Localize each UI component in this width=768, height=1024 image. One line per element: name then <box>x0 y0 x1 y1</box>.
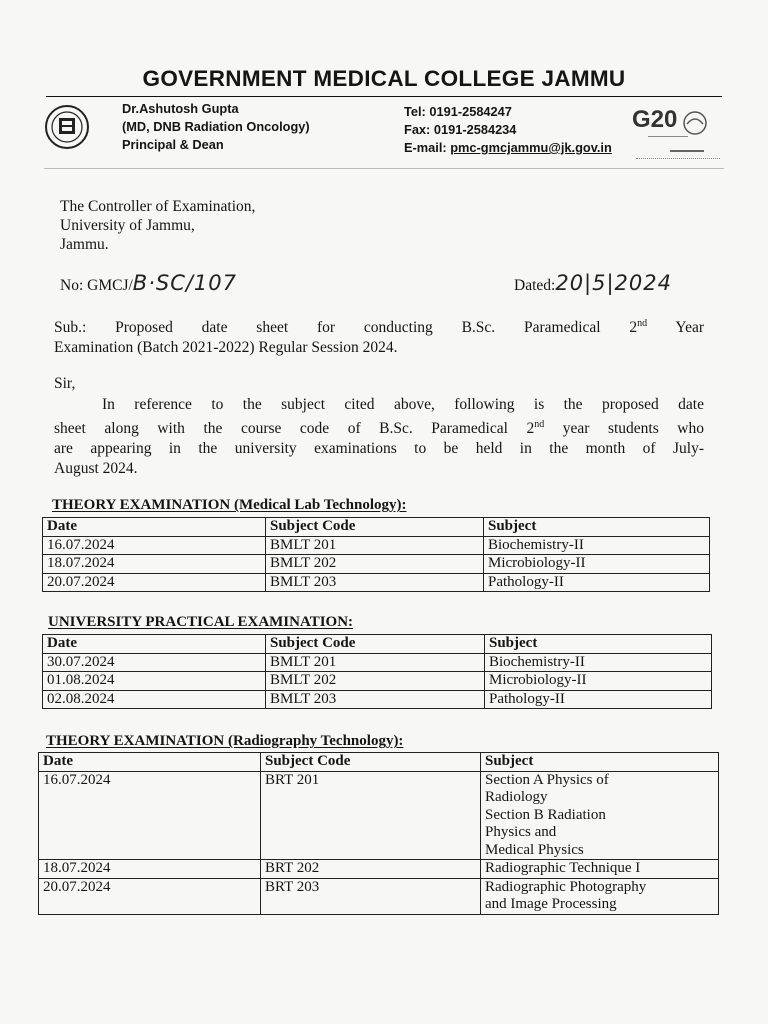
addressee-line-2: University of Jammu, <box>60 217 195 234</box>
reference-prefix: No: GMCJ/ <box>60 277 133 294</box>
contact-block <box>404 103 612 157</box>
telephone: Tel: 0191-2584247 <box>404 104 512 119</box>
cell-subject: Biochemistry-II <box>484 536 710 555</box>
cell-subject <box>481 878 719 914</box>
section-heading-radiography-theory: THEORY EXAMINATION (Radiography Technology): <box>46 733 404 749</box>
cell-subject-code: BMLT 202 <box>266 555 484 574</box>
cell-subject <box>481 771 719 860</box>
column-header-subject: Subject <box>481 753 719 772</box>
g20-lotus-icon <box>682 110 708 136</box>
column-header-subject: Subject <box>485 635 712 654</box>
reference-handwritten: B·SC/107 <box>132 271 238 295</box>
table-row <box>43 690 712 709</box>
cell-subject: Pathology-II <box>485 690 712 709</box>
g20-tagline-rule <box>648 136 688 137</box>
table-row <box>39 860 719 879</box>
column-header-date: Date <box>43 518 266 537</box>
reference-paragraph <box>54 395 704 479</box>
letterhead-divider <box>44 168 724 169</box>
cell-subject-code: BRT 203 <box>261 878 481 914</box>
cell-subject: Pathology-II <box>484 573 710 592</box>
cell-date: 16.07.2024 <box>43 536 266 555</box>
table-header-row <box>39 753 719 772</box>
cell-subject <box>481 860 719 879</box>
section-heading-mlt-theory: THEORY EXAMINATION (Medical Lab Technology): <box>52 497 407 513</box>
paragraph-line-4: August 2024. <box>54 460 138 478</box>
subject-line: Medical Physics <box>485 841 584 858</box>
table-row <box>43 536 710 555</box>
cell-date: 16.07.2024 <box>39 771 261 860</box>
principal-qualification: (MD, DNB Radiation Oncology) <box>122 119 310 134</box>
column-header-date: Date <box>39 753 261 772</box>
addressee-block <box>60 197 255 254</box>
paragraph-line-1: In reference to the subject cited above, following is the proposed date <box>102 396 704 413</box>
table-header-row <box>43 635 712 654</box>
paragraph-line-3: are appearing in the university examinations to be held in the month of July- <box>54 440 704 458</box>
letter-date <box>514 273 672 296</box>
email-label: E-mail: <box>404 140 451 155</box>
cell-subject-code: BMLT 202 <box>266 672 485 691</box>
subject-superscript: nd <box>637 318 648 329</box>
g20-logo-text: G20 <box>632 106 678 133</box>
table-row <box>39 878 719 914</box>
cell-subject-code: BRT 202 <box>261 860 481 879</box>
table-row <box>43 555 710 574</box>
cell-subject-code: BMLT 201 <box>266 536 484 555</box>
principal-title: Principal & Dean <box>122 137 224 152</box>
email-row <box>404 139 612 157</box>
g20-hindi-rule <box>670 150 704 152</box>
college-name: GOVERNMENT MEDICAL COLLEGE JAMMU <box>142 66 626 91</box>
column-header-subject-code: Subject Code <box>261 753 481 772</box>
g20-motto-rule <box>636 158 720 159</box>
cell-date: 30.07.2024 <box>43 653 266 672</box>
subject-line: Section A Physics of <box>485 771 609 788</box>
g20-logo <box>630 106 722 168</box>
table-row <box>43 653 712 672</box>
mlt-theory-table <box>42 517 710 592</box>
cell-date: 18.07.2024 <box>39 860 261 879</box>
cell-subject-code: BMLT 201 <box>266 653 485 672</box>
cell-subject-code: BRT 201 <box>261 771 481 860</box>
cell-date: 20.07.2024 <box>39 878 261 914</box>
table-header-row <box>43 518 710 537</box>
principal-name: Dr.Ashutosh Gupta <box>122 101 239 116</box>
cell-subject-code: BMLT 203 <box>266 573 484 592</box>
table-row <box>43 672 712 691</box>
reference-number <box>60 273 237 296</box>
email-address[interactable]: pmc-gmcjammu@jk.gov.in <box>450 140 612 155</box>
fax: Fax: 0191-2584234 <box>404 122 517 137</box>
table-row <box>39 771 719 860</box>
addressee-line-1: The Controller of Examination, <box>60 198 256 215</box>
subject-line-2: Examination (Batch 2021-2022) Regular Session 2024. <box>54 339 398 357</box>
addressee-line-3: Jammu. <box>60 236 109 253</box>
subject-line-1-text: Sub.: Proposed date sheet for conducting B.Sc. Paramedical 2 <box>54 319 638 337</box>
cell-date: 01.08.2024 <box>43 672 266 691</box>
cell-subject: Microbiology-II <box>484 555 710 574</box>
subject-line: Physics and <box>485 824 557 840</box>
paragraph-line-2-text: sheet along with the course code of B.Sc. Paramedical 2 <box>54 420 535 438</box>
column-header-subject-code: Subject Code <box>266 635 485 654</box>
paragraph-line-2-end: year students who <box>544 420 704 438</box>
cell-date: 20.07.2024 <box>43 573 266 592</box>
cell-subject: Biochemistry-II <box>485 653 712 672</box>
table-row <box>43 573 710 592</box>
column-header-subject: Subject <box>484 518 710 537</box>
paragraph-line-2 <box>54 415 704 439</box>
subject-block <box>54 314 704 358</box>
college-emblem-icon <box>44 104 90 150</box>
principal-block <box>122 100 310 154</box>
subject-line: and Image Processing <box>485 896 617 912</box>
subject-line: Section B Radiation <box>485 806 606 823</box>
subject-line-1 <box>54 314 704 338</box>
subject-line: Radiographic Photography <box>485 878 647 895</box>
date-prefix: Dated: <box>514 277 556 294</box>
cell-subject-code: BMLT 203 <box>266 690 485 709</box>
subject-line: Radiographic Technique I <box>485 860 641 876</box>
subject-line: Radiology <box>485 789 548 805</box>
cell-date: 02.08.2024 <box>43 690 266 709</box>
title-rule <box>46 96 722 97</box>
date-handwritten: 20|5|2024 <box>555 271 673 295</box>
cell-date: 18.07.2024 <box>43 555 266 574</box>
column-header-date: Date <box>43 635 266 654</box>
salutation: Sir, <box>54 375 76 392</box>
cell-subject: Microbiology-II <box>485 672 712 691</box>
practical-table <box>42 634 712 709</box>
paragraph-superscript: nd <box>534 419 545 430</box>
section-heading-practical: UNIVERSITY PRACTICAL EXAMINATION: <box>48 614 354 630</box>
subject-line-1-end: Year <box>647 319 704 337</box>
column-header-subject-code: Subject Code <box>266 518 484 537</box>
radiography-theory-table <box>38 752 719 915</box>
